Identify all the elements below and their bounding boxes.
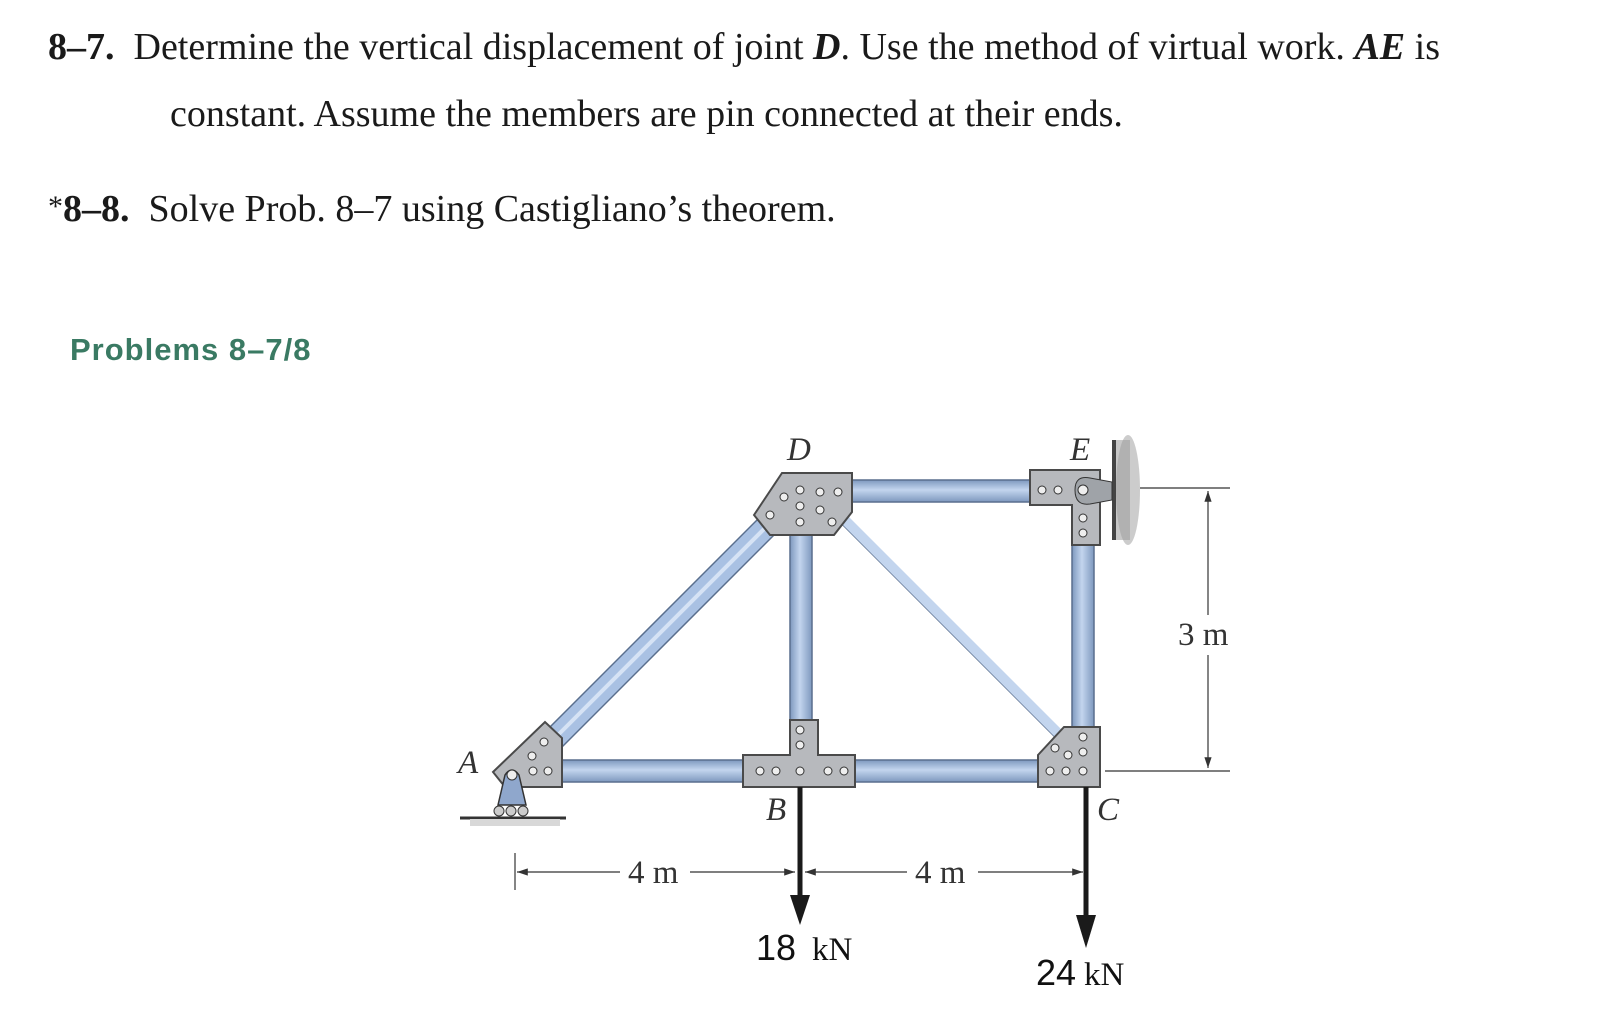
- member-ad: [535, 508, 785, 758]
- member-ce: [1072, 520, 1094, 760]
- problem-8-7-line2: constant. Assume the members are pin connected at their ends.: [170, 93, 1123, 135]
- problem-text: . Use the method of virtual work.: [840, 26, 1355, 68]
- load-value-b: 18: [756, 927, 797, 968]
- load-label-b: [756, 927, 853, 968]
- dimension-bc: [805, 855, 1083, 891]
- load-unit-c: kN: [1084, 957, 1125, 993]
- joint-d-ref: D: [813, 26, 841, 68]
- ae-ref: AE: [1354, 26, 1406, 68]
- gusset-plate-c: [1038, 727, 1100, 787]
- gusset-plate-e: [1030, 470, 1112, 545]
- joint-label-d: D: [787, 432, 811, 468]
- figure-caption: Problems 8–7/8: [70, 332, 312, 367]
- load-arrow-c: [1076, 787, 1096, 948]
- problem-text: is: [1405, 26, 1440, 68]
- wall-support: [1112, 435, 1140, 545]
- dimension-label-bc: 4 m: [915, 855, 966, 891]
- load-unit-b: kN: [812, 932, 853, 968]
- star-marker: *: [48, 190, 63, 223]
- problem-text: Determine the vertical displacement of joint: [133, 26, 814, 68]
- dimension-label-height: 3 m: [1178, 617, 1229, 653]
- load-value-c: 24: [1036, 952, 1077, 993]
- load-label-c: [1036, 952, 1125, 993]
- load-arrow-b: [790, 787, 810, 925]
- joint-label-e: E: [1070, 432, 1091, 468]
- gusset-plate-a: [493, 722, 562, 787]
- dimension-ab: [515, 853, 795, 891]
- problem-number: 8–8.: [63, 188, 130, 230]
- joint-label-a: A: [458, 745, 479, 781]
- problem-number: 8–7.: [48, 26, 115, 68]
- member-dc: [826, 502, 1076, 758]
- joint-label-b: B: [766, 792, 787, 828]
- gusset-plate-d: [754, 473, 852, 535]
- problem-text: Solve Prob. 8–7 using Castigliano’s theorem.: [148, 188, 836, 230]
- dimension-label-ab: 4 m: [628, 855, 679, 891]
- joint-label-c: C: [1097, 792, 1120, 828]
- gusset-plate-b: [743, 720, 855, 787]
